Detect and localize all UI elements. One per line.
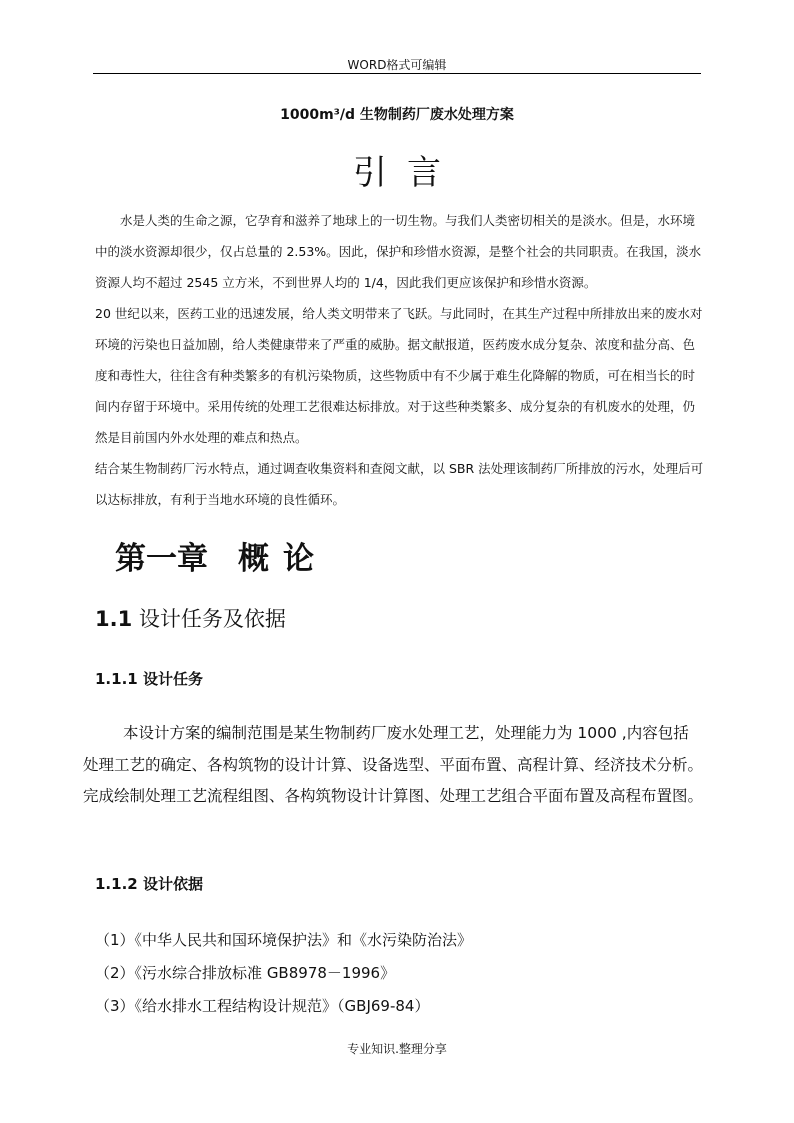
chapter-heading [115, 533, 328, 578]
section-heading [95, 603, 286, 633]
intro-paragraph: 水是人类的生命之源，它孕育和滋养了地球上的一切生物。与我们人类密切相关的是淡水。但是，水环境中的淡水资源却很少，仅占总量的 2.53%。因此，保护和珍惜水资源，是整个社会的共同职责。在我国，淡水资源人均不超过 2545 立方米，不到世界人均的 1/4，因此我们更应该保护和珍惜水资源。 [95, 213, 702, 290]
section-number: 1.1 [95, 607, 133, 631]
page-header: WORD格式可编辑 [347, 58, 447, 72]
chapter-title: 概论 [238, 541, 328, 577]
reference-item: （1）《中华人民共和国环境保护法》和《水污染防治法》 [95, 931, 473, 949]
reference-list [95, 924, 472, 1023]
subsection-title: 设计依据 [142, 875, 203, 893]
subsection-heading-task [95, 668, 203, 689]
subsection-number: 1.1.1 [95, 670, 138, 688]
chapter-number: 第一章 [115, 541, 208, 577]
subsection-heading-basis [95, 873, 203, 894]
intro-paragraph: 结合某生物制药厂污水特点，通过调查收集资料和查阅文献，以 SBR 法处理该制药厂所排放的污水，处理后可以达标排放，有利于当地水环境的良性循环。 [95, 461, 704, 507]
page-footer: 专业知识.整理分享 [347, 1042, 447, 1056]
subsection-title: 设计任务 [142, 670, 203, 688]
reference-item: （2）《污水综合排放标准 GB8978－1996》 [95, 964, 396, 982]
design-task-paragraph: 本设计方案的编制范围是某生物制药厂废水处理工艺，处理能力为 1000 ,内容包括处理工艺的确定、各构筑物的设计计算、设备选型、平面布置、高程计算、经济技术分析。完成绘制处理工艺流程组图、各构筑物设计计算图、处理工艺组合平面布置及高程布置图。 [83, 724, 704, 805]
section-title: 设计任务及依据 [138, 607, 286, 631]
intro-paragraph: 20 世纪以来，医药工业的迅速发展，给人类文明带来了飞跃。与此同时，在其生产过程中所排放出来的废水对环境的污染也日益加剧，给人类健康带来了严重的威胁。据文献报道，医药废水成分复杂、浓度和盐分高、色度和毒性大，往往含有种类繁多的有机污染物质，这些物质中有不少属于难生化降解的物质，可在相当长的时间内存留于环境中。采用传统的处理工艺很难达标排放。对于这些种类繁多、成分复杂的有机废水的处理，仍然是目前国内外水处理的难点和热点。 [95, 306, 703, 445]
intro-heading: 引言 [353, 153, 461, 193]
reference-item: （3）《给水排水工程结构设计规范》（GBJ69-84） [95, 997, 430, 1015]
document-title: 1000m³/d 生物制药厂废水处理方案 [280, 107, 514, 123]
intro-text [95, 205, 705, 515]
subsection-number: 1.1.2 [95, 875, 138, 893]
header-divider [93, 73, 701, 74]
